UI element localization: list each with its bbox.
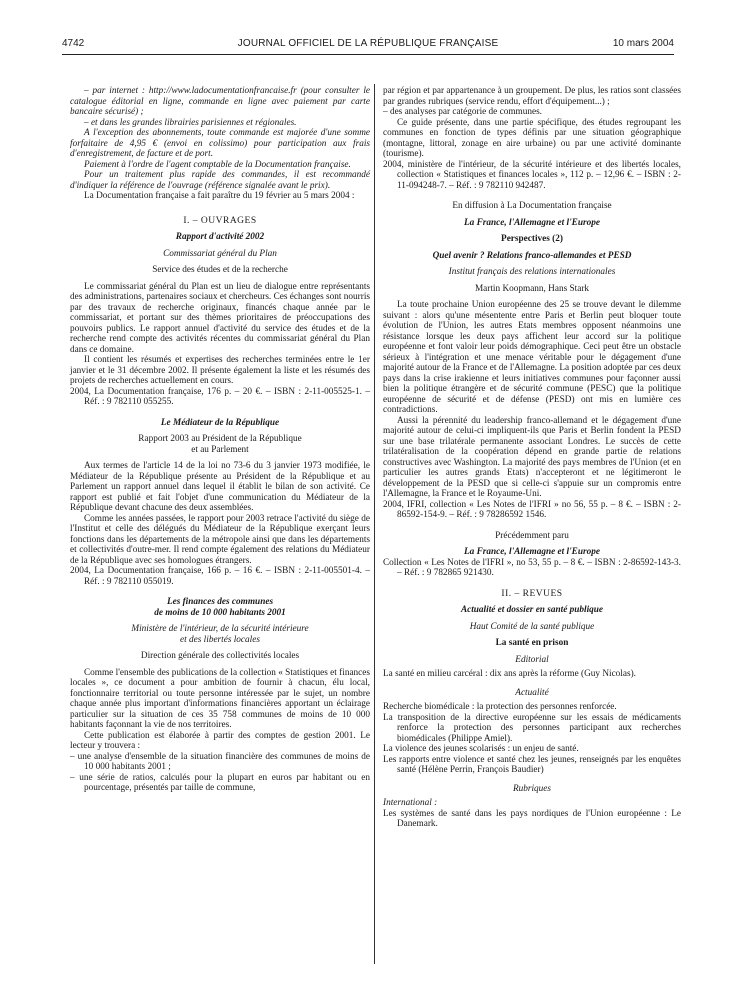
book-description: Le commissariat général du Plan est un lieu de dialogue entre représentants des administrations, partenaires sociaux et chercheurs. Ces échanges sont nourris par des travaux de recherche originaux, financés chaque année par le commissariat, et portant sur des thèmes prioritaires de préoccupations des pouvoirs publics. Le rapport annuel d'activité du service des études et de la recherche rend compte des activités récentes du commissariat général du Plan dans ce domaine. xyxy=(70,281,370,355)
column-divider xyxy=(374,84,375,964)
book-author: Commissariat général du Plan xyxy=(163,248,277,259)
book-title: Rapport d'activité 2002 xyxy=(175,232,265,242)
payment-text: Paiement à l'ordre de l'agent comptable de la Documentation française. xyxy=(84,159,351,170)
diffusion-heading: En diffusion à La Documentation française xyxy=(452,201,612,211)
order-shops-text: – et dans les grandes librairies parisiennes et régionales. xyxy=(84,117,297,128)
book-description: Aux termes de l'article 14 de la loi no 73-6 du 3 janvier 1973 modifiée, le Médiateur de la République présente au Président de la République et au Parlement un rapport annuel dans lequel il établit le bilan de son activité. Ce rapport est publié et fait l'objet d'une communication du Médiateur de la République devant chacune des deux assemblées. xyxy=(70,461,370,513)
page-number: 4742 xyxy=(62,38,85,49)
book-title: Les finances des communes xyxy=(166,597,274,607)
book-authors: Martin Koopmann, Hans Stark xyxy=(474,283,590,294)
book-description: La toute prochaine Union européenne des 25 se trouve devant le dilemme suivant : alors qu'une mésentente entre Paris et Berlin peut bloquer toute évolution de l'Union, les autres Etats membres opposent néanmoins une résistance lorsque les deux pays affichent leur accord sur la politique européenne et font valoir leur poids démographique. Ceci peut être un obstacle sérieux à l'intégration et une menace véritable pour le dégagement d'une majorité autour de la France et de l'Allemagne. La position adoptée par ces deux pays dans la crise irakienne et leurs initiatives communes pour façonner aussi bien la politique étrangère et de sécurité commune (PESC) que la politique européenne de sécurité et de défense (PESD) ont mis en lumière ces contradictions. xyxy=(383,300,681,415)
header-rule xyxy=(62,54,674,55)
book-subtitle: Rapport 2003 au Président de la République xyxy=(138,434,302,444)
previous-heading: Précédemment paru xyxy=(495,530,569,541)
book-reference: Collection « Les Notes de l'IFRI », no 53, 55 p. – 8 €. – ISBN : 2-86592-143-3. – Réf. : 9 782865 921430. xyxy=(383,557,681,578)
review-entry: Les systèmes de santé dans les pays nordiques de l'Union européenne : Le Danemark. xyxy=(383,808,681,829)
book-description: Cette publication est élaborée à partir des comptes de gestion 2001. Le lecteur y trouvera : xyxy=(70,730,370,751)
issue-date: 10 mars 2004 xyxy=(612,38,674,49)
book-description: Il contient les résumés et expertises des recherches terminées entre le 1er janvier et le 31 décembre 2002. Il présente également la liste et les résumés des projets de recherches actuellement en cours. xyxy=(70,355,370,386)
book-reference: 2004, IFRI, collection « Les Notes de l'IFRI » no 56, 55 p. – 8 €. – ISBN : 2-86592-154-9. – Réf. : 9 78286592 1546. xyxy=(383,499,681,520)
review-entry: Recherche biomédicale : la protection des personnes renforcée. xyxy=(383,702,617,712)
book-description: Comme l'ensemble des publications de la collection « Statistiques et finances locales », ce document a pour ambition de fournir à chacun, élu local, fonctionnaire territorial ou toute personne intéressée par le sujet, un nombre chaque année plus important d'informations financières apportant un éclairage particulier sur la situation de ces 35 758 communes de moins de 10 000 habitants façonnant la vie de nos territoires. xyxy=(70,667,370,730)
treatment-text: Pour un traitement plus rapide des commandes, il est recommandé d'indiquer la référence de l'ouvrage (référence signalée avant le prix). xyxy=(70,170,370,191)
book-title: La France, l'Allemagne et l'Europe xyxy=(464,217,600,228)
review-entry: Les rapports entre violence et santé chez les jeunes, renseignés par les enquêtes santé (Hélène Perrin, François Baudier) xyxy=(383,754,681,775)
book-description: Comme les années passées, le rapport pour 2003 retrace l'activité du siège de l'Institut et celle des délégués du Médiateur de la République exerçant leurs fonctions dans les départements de la métropole ainsi que dans les départements et collectivités d'outre-mer. Il rend compte également des relations du Médiateur de la République avec ses homologues étrangers. xyxy=(70,513,370,566)
journal-title: JOURNAL OFFICIEL DE LA RÉPUBLIQUE FRANÇAISE xyxy=(237,38,499,49)
book-author: et des libertés locales xyxy=(180,634,260,645)
page-header xyxy=(62,38,674,52)
book-description: Aussi la pérennité du leadership franco-allemand et le dégagement d'une majorité autour de celui-ci impliquent-ils que Paris et Berlin fondent la PESD sur une base trilatérale permanente associant Londres. Le succès de cette trilatéralisation de la coopération dépend en grande partie de relations constructives avec Washington. La majorité des pays membres de l'Union (et en particulier les autres grands Etats) n'accepteront et ne légitimeront le développement de la PESD que si celle-ci s'appuie sur un compromis entre l'Allemagne, la France et le Royaume-Uni. xyxy=(383,415,681,499)
left-column xyxy=(70,86,370,794)
intro-text: La Documentation française a fait paraître du 19 février au 5 mars 2004 : xyxy=(84,191,355,201)
book-subtitle: Service des études et de la recherche xyxy=(152,265,288,275)
book-reference: 2004, ministère de l'intérieur, de la sécurité intérieure et des libertés locales, collection « Statistiques et finances locales », 112 p. – 12,96 €. – ISBN : 2-11-094248-7. – Réf. : 9 782110 942487. xyxy=(383,159,681,191)
section-heading-revues: II. – REVUES xyxy=(501,588,563,599)
list-item: – des analyses par catégorie de communes. xyxy=(383,107,542,117)
book-author: Ministère de l'intérieur, de la sécurité intérieure xyxy=(131,624,309,634)
book-institute: Institut français des relations internationales xyxy=(448,267,616,277)
book-subtitle: Quel avenir ? Relations franco-allemandes et PESD xyxy=(432,250,632,261)
section-heading-ouvrages: I. – OUVRAGES xyxy=(183,215,257,226)
list-item: – une série de ratios, calculés pour la plupart en euros par habitant ou en pourcentage, présentés par taille de commune, xyxy=(70,772,370,793)
list-item: – une analyse d'ensemble de la situation financière des communes de moins de 10 000 habitants 2001 ; xyxy=(70,751,370,772)
review-entry: La santé en milieu carcéral : dix ans après la réforme (Guy Nicolas). xyxy=(383,669,636,679)
rubric-heading: Editorial xyxy=(515,654,549,665)
review-title: Actualité et dossier en santé publique xyxy=(460,605,604,615)
book-title: de moins de 10 000 habitants 2001 xyxy=(154,607,286,618)
book-reference: 2004, La Documentation française, 166 p. – 16 €. – ISBN : 2-11-005501-4. – Réf. : 9 782110 055019. xyxy=(70,566,370,587)
book-title: Le Médiateur de la République xyxy=(160,417,280,428)
exception-text: A l'exception des abonnements, toute commande est majorée d'une somme forfaitaire de 4,95 € (envoi en colissimo) pour participation aux frais d'enregistrement, de facture et de port. xyxy=(70,128,370,159)
book-subtitle: et au Parlement xyxy=(191,444,249,455)
review-publisher: Haut Comité de la santé publique xyxy=(469,621,595,632)
continued-text: par région et par appartenance à un groupement. De plus, les ratios sont classées par grandes rubriques (service rendu, effort d'équipement...) ; xyxy=(383,86,681,107)
book-title: La France, l'Allemagne et l'Europe xyxy=(464,547,600,557)
book-reference: 2004, La Documentation française, 176 p. – 20 €. – ISBN : 2-11-005525-1. – Réf. : 9 782110 055255. xyxy=(70,386,370,407)
book-subtitle: Direction générale des collectivités locales xyxy=(140,651,300,661)
book-series: Perspectives (2) xyxy=(501,234,563,244)
review-entry: La transposition de la directive européenne sur les essais de médicaments renforce la protection des personnes participant aux recherches biomédicales (Philippe Amiel). xyxy=(383,712,681,744)
rubric-heading: Rubriques xyxy=(512,783,552,794)
continued-text: Ce guide présente, dans une partie spécifique, des études regroupant les communes en fonction de types définis par une situation géographique (montagne, littoral, zonage en aire urbaine) ou par une activité dominante (tourisme). xyxy=(383,117,681,159)
rubric-heading: Actualité xyxy=(515,687,549,698)
right-column xyxy=(383,86,681,830)
review-theme: La santé en prison xyxy=(495,638,569,648)
rubric-subheading: International : xyxy=(383,798,438,808)
review-entry: La violence des jeunes scolarisés : un enjeu de santé. xyxy=(383,744,579,754)
order-internet-text: – par internet : http://www.ladocumentationfrancaise.fr (pour consulter le catalogue éditorial en ligne, commande en ligne avec paiement par carte bancaire sécurisé) ; xyxy=(70,86,370,117)
